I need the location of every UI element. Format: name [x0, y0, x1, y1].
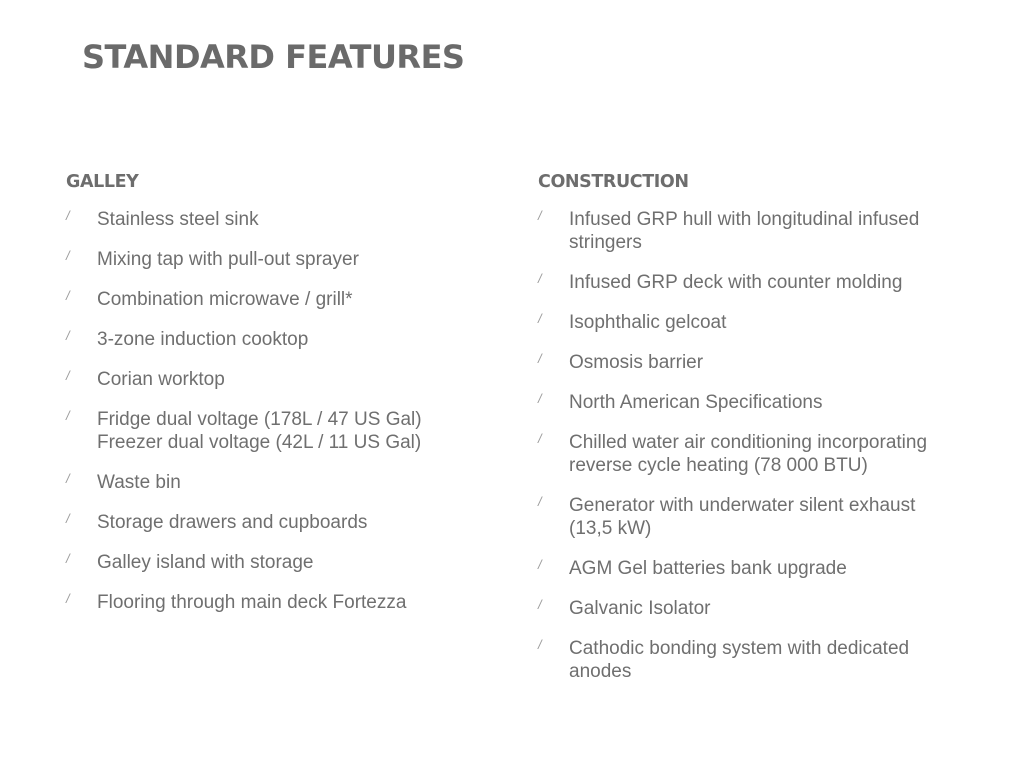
- feature-item: [66, 511, 486, 534]
- slash-bullet-icon: /: [538, 637, 542, 652]
- galley-section: [66, 170, 486, 631]
- feature-text: stringers: [569, 232, 642, 253]
- feature-item: [66, 551, 486, 574]
- feature-text: Freezer dual voltage (42L / 11 US Gal): [97, 432, 422, 453]
- slash-bullet-icon: /: [66, 591, 70, 606]
- slash-bullet-icon: /: [538, 391, 542, 406]
- feature-text: Galley island with storage: [97, 552, 314, 573]
- slash-bullet-icon: /: [66, 551, 70, 566]
- slash-bullet-icon: /: [538, 271, 542, 286]
- slash-bullet-icon: /: [538, 311, 542, 326]
- feature-item: [538, 208, 978, 254]
- construction-heading: CONSTRUCTION: [538, 172, 689, 192]
- feature-text: Generator with underwater silent exhaust: [569, 495, 916, 516]
- slash-bullet-icon: /: [538, 208, 542, 223]
- slash-bullet-icon: /: [66, 208, 70, 223]
- feature-item: [538, 597, 978, 620]
- feature-item: [66, 408, 486, 454]
- feature-text: Infused GRP deck with counter molding: [569, 272, 903, 293]
- feature-item: [66, 328, 486, 351]
- slash-bullet-icon: /: [66, 328, 70, 343]
- slash-bullet-icon: /: [66, 248, 70, 263]
- construction-section: [538, 170, 978, 700]
- feature-item: [538, 431, 978, 477]
- slash-bullet-icon: /: [66, 471, 70, 486]
- slash-bullet-icon: /: [538, 597, 542, 612]
- feature-item: [538, 494, 978, 540]
- feature-text: Infused GRP hull with longitudinal infused: [569, 209, 920, 230]
- feature-item: [538, 271, 978, 294]
- feature-text: Waste bin: [97, 472, 181, 493]
- feature-text: North American Specifications: [569, 392, 823, 413]
- feature-item: [538, 391, 978, 414]
- construction-feature-list: [538, 208, 978, 683]
- slash-bullet-icon: /: [538, 351, 542, 366]
- feature-text: reverse cycle heating (78 000 BTU): [569, 455, 868, 476]
- slash-bullet-icon: /: [66, 511, 70, 526]
- slash-bullet-icon: /: [538, 431, 542, 446]
- feature-item: [66, 248, 486, 271]
- feature-item: [66, 471, 486, 494]
- feature-text: Mixing tap with pull-out sprayer: [97, 249, 359, 270]
- galley-heading: GALLEY: [66, 172, 139, 192]
- feature-text: Chilled water air conditioning incorporating: [569, 432, 928, 453]
- slash-bullet-icon: /: [538, 557, 542, 572]
- feature-text: anodes: [569, 661, 632, 682]
- galley-feature-list: [66, 208, 486, 614]
- feature-text: (13,5 kW): [569, 518, 652, 539]
- feature-text: Combination microwave / grill*: [97, 289, 353, 310]
- feature-item: [538, 311, 978, 334]
- slash-bullet-icon: /: [66, 408, 70, 423]
- slash-bullet-icon: /: [66, 368, 70, 383]
- slash-bullet-icon: /: [66, 288, 70, 303]
- feature-text: Fridge dual voltage (178L / 47 US Gal): [97, 409, 422, 430]
- feature-text: 3-zone induction cooktop: [97, 329, 309, 350]
- feature-item: [538, 351, 978, 374]
- feature-item: [538, 637, 978, 683]
- feature-item: [538, 557, 978, 580]
- slash-bullet-icon: /: [538, 494, 542, 509]
- feature-item: [66, 368, 486, 391]
- feature-text: Galvanic Isolator: [569, 598, 711, 619]
- feature-item: [66, 208, 486, 231]
- feature-text: AGM Gel batteries bank upgrade: [569, 558, 847, 579]
- feature-item: [66, 288, 486, 311]
- feature-text: Flooring through main deck Fortezza: [97, 592, 407, 613]
- feature-text: Osmosis barrier: [569, 352, 704, 373]
- feature-item: [66, 591, 486, 614]
- feature-text: Isophthalic gelcoat: [569, 312, 727, 333]
- feature-text: Stainless steel sink: [97, 209, 259, 230]
- feature-text: Cathodic bonding system with dedicated: [569, 638, 910, 659]
- feature-text: Corian worktop: [97, 369, 225, 390]
- page-title: STANDARD FEATURES: [82, 38, 465, 76]
- feature-text: Storage drawers and cupboards: [97, 512, 368, 533]
